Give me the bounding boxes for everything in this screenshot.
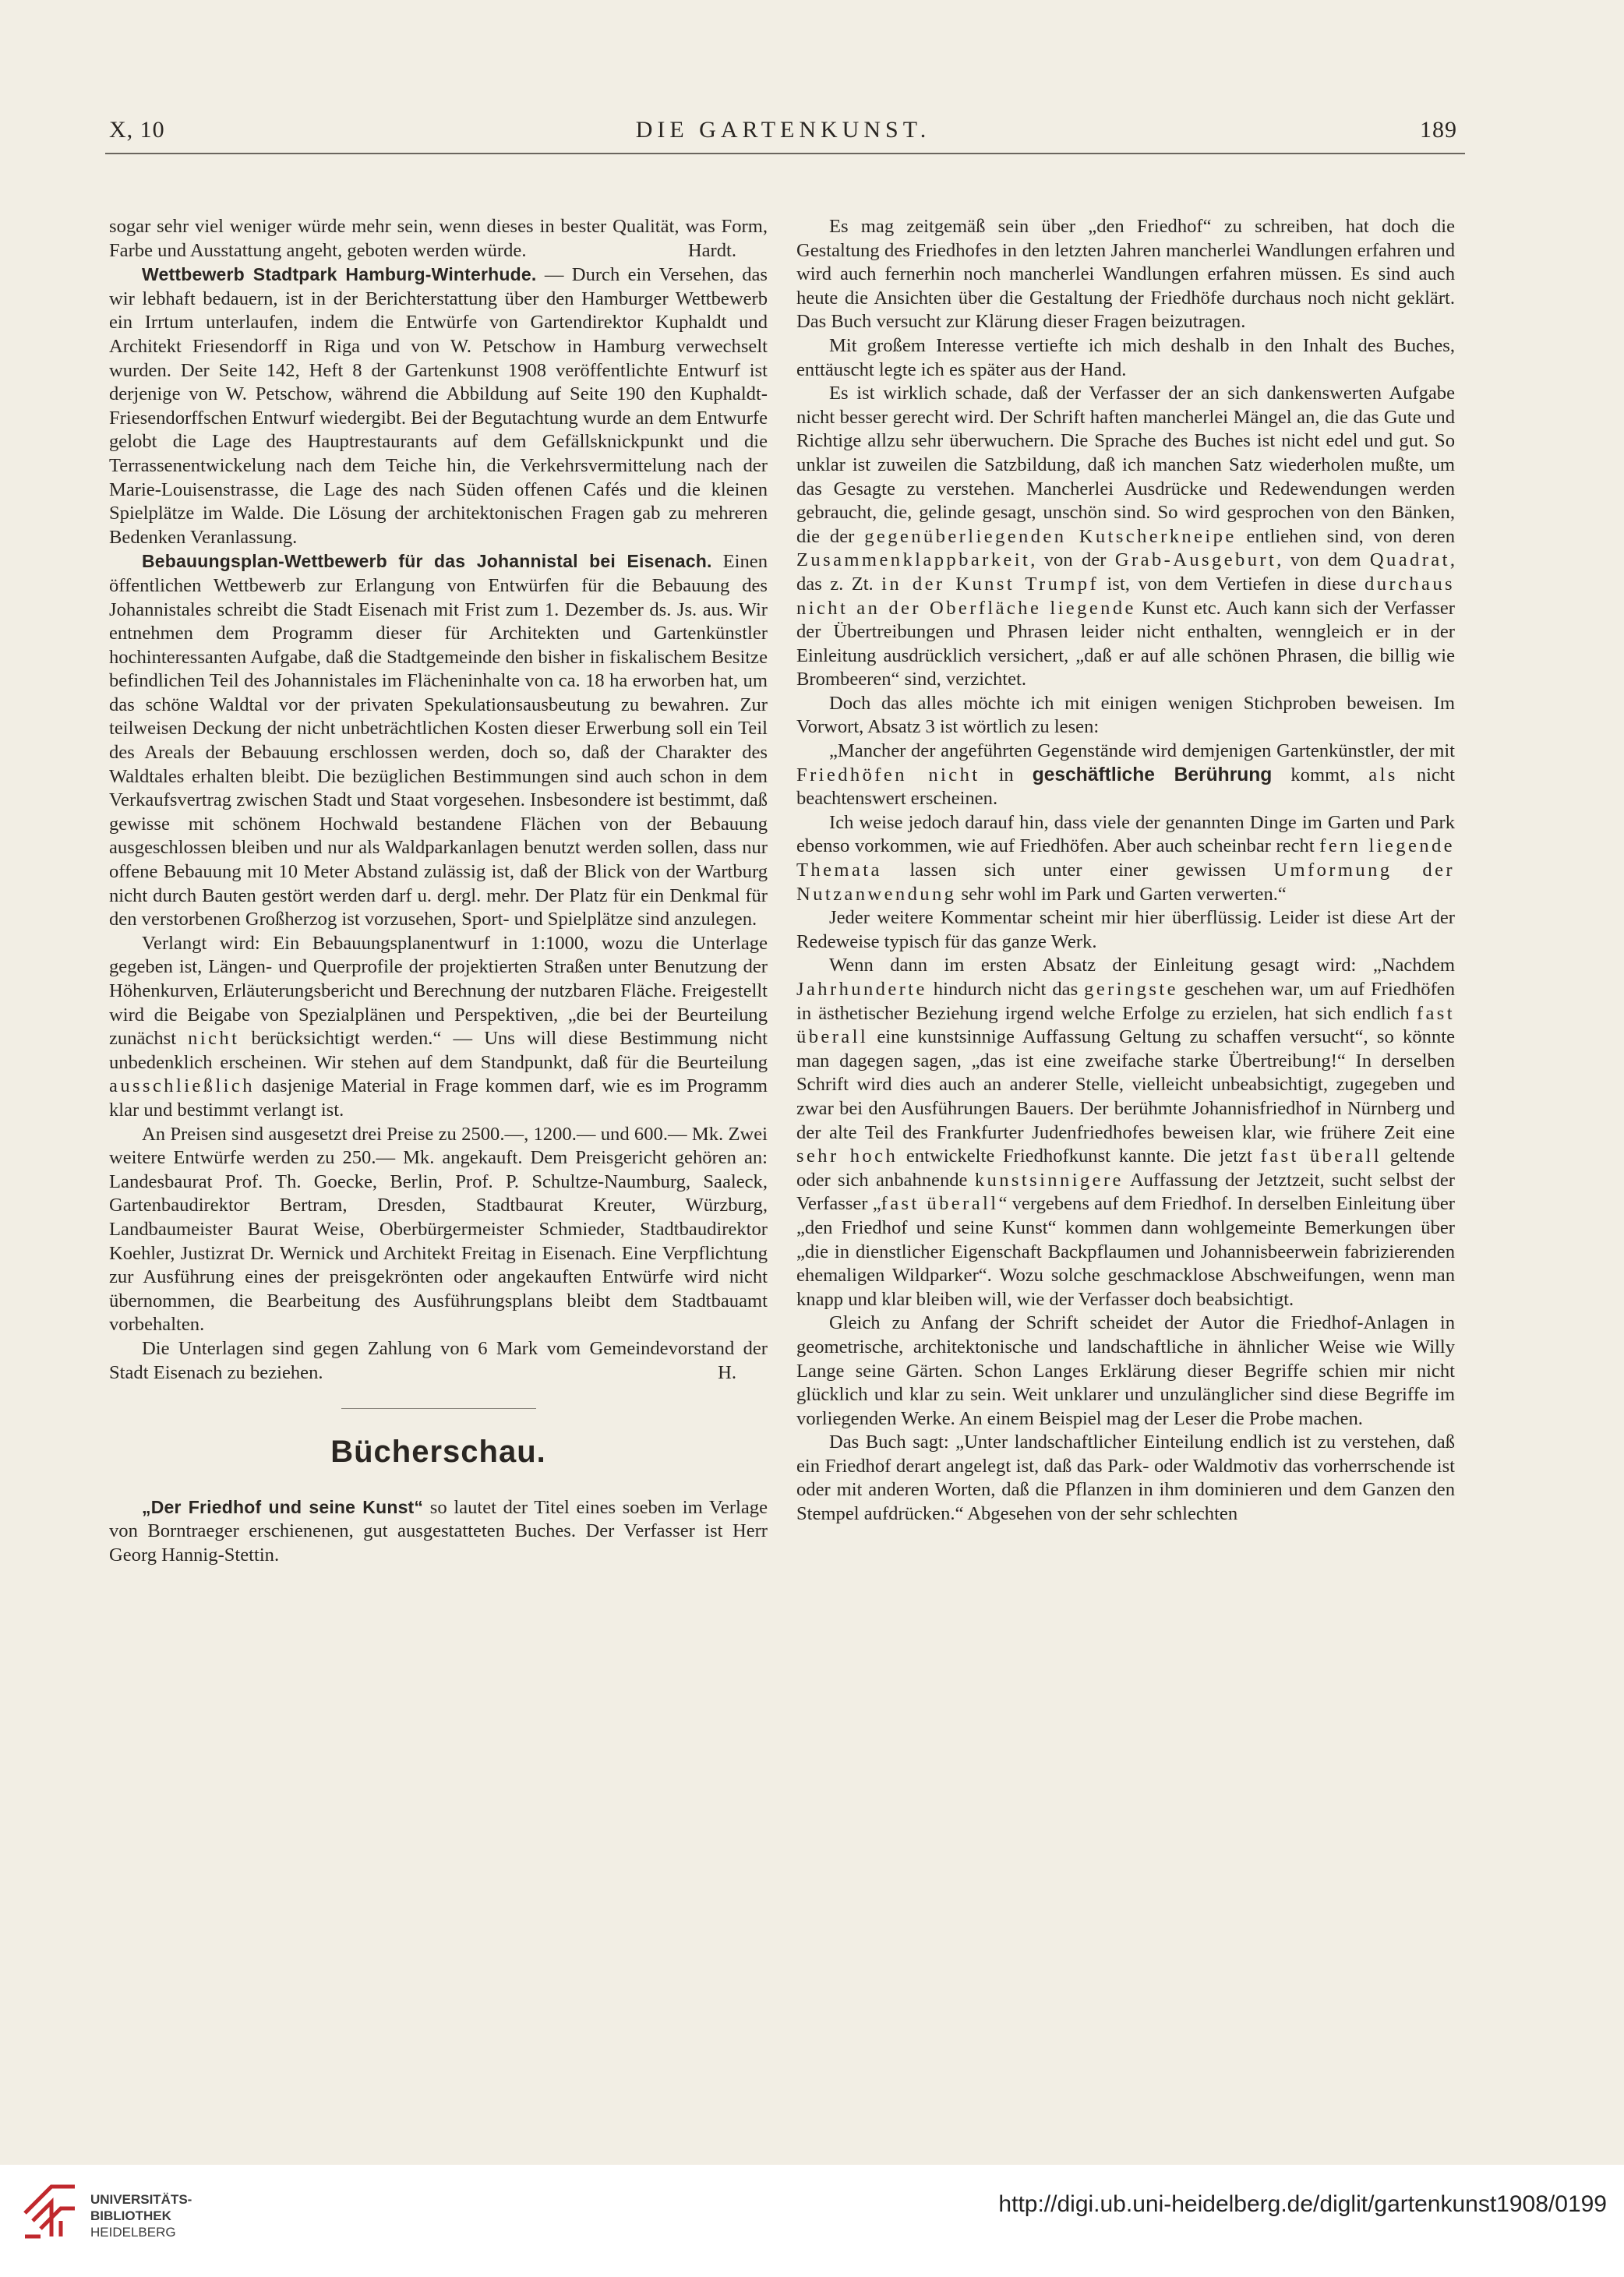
left-column [109, 215, 768, 1567]
footer-bar [0, 2165, 1624, 2277]
paragraph: Jeder weitere Kommentar scheint mir hier überflüssig. Leider ist diese Art der Redeweise typisch für das ganze Werk. [796, 907, 1455, 952]
page-number: 189 [1420, 117, 1457, 143]
paragraph: Die Unterlagen sind gegen Zahlung von 6 Mark vom Gemeindevorstand der Stadt Eisenach zu beziehen. H. [109, 1337, 768, 1385]
section-title: Bücherschau. [330, 1435, 546, 1470]
paragraph: Doch das alles möchte ich mit einigen wenigen Stichproben beweisen. Im Vorwort, Absatz 3 ist wörtlich zu lesen: [796, 692, 1455, 738]
library-name: UNIVERSITÄTS- BIBLIOTHEK HEIDELBERG [90, 2192, 192, 2240]
book-title: „Der Friedhof und seine Kunst“ [142, 1496, 424, 1517]
source-url-link[interactable]: http://digi.ub.uni-heidelberg.de/diglit/gartenkunst1908/0199 [998, 2191, 1607, 2217]
paragraph: Das Buch sagt: „Unter landschaftlicher Einteilung endlich ist zu verstehen, daß ein Friedhof derart angelegt ist, daß das Park- oder Waldmotiv das vorherrschende ist oder mit anderen Worten, daß die Pflanzen in ihm dominieren und dem Ganzen den Stempel aufdrücken.“ Abgesehen von der sehr schlechten [796, 1432, 1455, 1525]
paragraph: Wenn dann im ersten Absatz der Einleitung gesagt wird: „Nachdem Jahrhunderte hindurch nicht das geringste geschehen war, um auf Friedhöfen in ästhetischer Beziehung irgend welche Erfolge zu erzielen, hat sich endlich fast überall eine kunstsinnige Auffassung Geltung zu schaffen versucht“, so könnte man dagegen sagen, „das ist eine zweifache starke Übertreibung!“ In derselben Schrift wird dies auch an anderer Stelle, vielleicht unbeabsichtigt, zugegeben und zwar bei den Ausführungen Bauers. Der berühmte Johannisfriedhof in Nürnberg und der alte Teil des Frankfurter Judenfriedhofes beweisen klar, wie frühere Zeit eine sehr hoch entwickelte Friedhofkunst kannte. Die jetzt fast überall geltende oder sich anbahnende kunstsinnigere Auffassung der Jetztzeit, sucht selbst der Verfasser „fast überall“ vergebens auf dem Friedhof. In derselben Einleitung über „den Friedhof und seine Kunst“ kommen dann wohlgemeinte Bemerkungen über „die in dienstlicher Eigenschaft Backpflaumen und Johannisbeerwein fabrizierenden ehemaligen Wildparker“. Wozu solche geschmacklose Abschweifungen, wenn man knapp und klar bleiben will, wie der Verfasser doch beabsichtigt. [796, 955, 1455, 1310]
paragraph: „Der Friedhof und seine Kunst“ so lautet der Titel eines soeben im Verlage von Borntraeger erschienenen, gut ausgestatteten Buches. Der Verfasser ist Herr Georg Hannig-Stettin. [109, 1496, 768, 1566]
paragraph: sogar sehr viel weniger würde mehr sein, wenn dieses in bester Qualität, was Form, Farbe und Ausstattung angeht, geboten werden würde. Hardt. [109, 215, 768, 263]
article-heading: Bebauungsplan-Wettbewerb für das Johannistal bei Eisenach. [142, 551, 712, 572]
right-column [796, 215, 1455, 1527]
header-rule [105, 153, 1465, 154]
paragraph: Mit großem Interesse vertiefte ich mich deshalb in den Inhalt des Buches, enttäuscht legte ich es später aus der Hand. [796, 334, 1455, 380]
paragraph: Gleich zu Anfang der Schrift scheidet der Autor die Friedhof-Anlagen in geometrische, architektonische und landschaftliche in ähnlicher Weise wie Willy Lange seine Gärten. Schon Langes Erklärung dieser Begriffe schien mir nicht glücklich und klar zu sein. Weit unklarer und unzulänglicher sind diese Begriffe im vorliegenden Werke. An einem Beispiel mag der Leser die Probe machen. [796, 1312, 1455, 1429]
paragraph: Ich weise jedoch darauf hin, dass viele der genannten Dinge im Garten und Park ebenso vorkommen, wie auf Friedhöfen. Aber auch scheinbar recht fern liegende Themata lassen sich unter einer gewissen Umformung der Nutzanwendung sehr wohl im Park und Garten verwerten.“ [796, 811, 1455, 905]
running-head [101, 117, 1465, 156]
journal-title: DIE GARTENKUNST. [635, 117, 931, 143]
signature: Hardt. [687, 239, 736, 261]
paragraph: Bebauungsplan-Wettbewerb für das Johannistal bei Eisenach. Einen öffentlichen Wettbewerb zur Erlangung von Entwürfen für die Bebauung des Johannistales schreibt die Stadt Eisenach mit Frist zum 1. Dezember ds. Js. aus. Wir entnehmen dem Programm dieser für Architekten und Gartenkünstler hochinteressanten Aufgabe, daß die Stadtgemeinde den bisher in fiskalischem Besitze befindlichen Teil des Johannistales im Flächeninhalte von ca. 18 ha erworben hat, um das schöne Waldtal vor der privaten Spekulationsausbeutung zu bewahren. Zur teilweisen Deckung der nicht unbeträchtlichen Kosten dieser Erwerbung soll ein Teil des Areals der Bebauung erschlossen werden, doch so, daß der Charakter des Waldtales erhalten bleibt. Die bezüglichen Bestimmungen sind auch schon in dem Verkaufsvertrag zwischen Stadt und Staat vorgesehen. Insbesondere ist bestimmt, daß gewisse mit schönem Hochwald bestandene Flächen von der Bebauung ausgeschlossen bleiben und nur als Waldparkanlagen benutzt werden sollen, dass nur offene Bebauung mit 10 Meter Abstand zulässig ist, daß der Blick von der Wartburg nicht durch Bauten gestört werden darf u. dergl. mehr. Der Platz für ein Denkmal für den verstorbenen Großherzog ist vorzusehen, Sport- und Spielplätze sind anzulegen. [109, 551, 768, 930]
signature: H. [718, 1361, 736, 1383]
paragraph: Verlangt wird: Ein Bebauungsplanentwurf in 1:1000, wozu die Unterlage gegeben ist, Längen- und Querprofile der projektierten Straßen unter Benutzung der Höhenkurven, Erläuterungsbericht und Berechnung der nutzbaren Fläche. Freigestellt wird die Beigabe von Spezialplänen und Perspektiven, „die bei der Beurteilung zunächst nicht berücksichtigt werden.“ — Uns will diese Bestimmung nicht unbedenklich erscheinen. Wir stehen auf dem Standpunkt, daß für die Beurteilung ausschließlich dasjenige Material in Frage kommen darf, wie es im Programm klar und bestimmt verlangt ist. [109, 932, 768, 1121]
paragraph: Wettbewerb Stadtpark Hamburg-Winterhude. — Durch ein Versehen, das wir lebhaft bedauern, ist in der Berichterstattung über den Hamburger Wettbewerb ein Irrtum unterlaufen, indem die Entwürfe von Gartendirektor Kuphaldt und Architekt Friesendorff in Riga und von W. Petschow in Hamburg verwechselt wurden. Der Seite 142, Heft 8 der Gartenkunst 1908 veröffentlichte Entwurf ist derjenige von W. Petschow, während die Abbildung auf Seite 190 den Kuphaldt-Friesendorffschen Entwurf wiedergibt. Bei der Begutachtung wurde an dem Entwurfe gelobt die Lage des Hauptrestaurants auf dem Gefällsknickpunkt und die Terrassenentwickelung nach dem Teiche hin, die Verkehrsvermittelung nach der Marie-Louisenstrasse, die Lage des nach Süden offenen Cafés und die kleinen Spielplätze im Walde. Die Lösung der architektonischen Fragen gab zu mehreren Bedenken Veranlassung. [109, 264, 768, 548]
paragraph: An Preisen sind ausgesetzt drei Preise zu 2500.—, 1200.— und 600.— Mk. Zwei weitere Entwürfe werden zu 250.— Mk. angekauft. Dem Preisgericht gehören an: Landesbaurat Prof. Th. Goecke, Berlin, Prof. P. Schultze-Naumburg, Saaleck, Gartenbaudirektor Bertram, Dresden, Stadtbaurat Kreuter, Würzburg, Landbaumeister Baurat Weise, Oberbürgermeister Schmieder, Stadtbaudirektor Koehler, Justizrat Dr. Wernick und Architekt Freitag in Eisenach. Eine Verpflichtung zur Ausführung eines der preisgekrönten oder angekauften Entwürfe wird nicht übernommen, die Bearbeitung des Ausführungsplans bleibt dem Stadtbauamt vorbehalten. [109, 1123, 768, 1336]
article-heading: Wettbewerb Stadtpark Hamburg-Winterhude. [142, 264, 537, 285]
section-divider [341, 1408, 536, 1409]
quotation: „Mancher der angeführten Gegenstände wird demjenigen Gartenkünstler, der mit Friedhöfen nicht in geschäftliche Berührung kommt, als nicht beachtenswert erscheinen. [796, 740, 1455, 810]
paragraph: Es mag zeitgemäß sein über „den Friedhof“ zu schreiben, hat doch die Gestaltung des Friedhofes in den letzten Jahren mancherlei Wandlungen erfahren und wird auch fernerhin noch mancherlei Wandlungen erfahren müssen. Es sind auch heute die Ansichten über die Gestaltung der Friedhöfe durchaus noch nicht geklärt. Das Buch versucht zur Klärung dieser Fragen beizutragen. [796, 216, 1455, 333]
university-library-logo-icon [20, 2182, 79, 2241]
paragraph: Es ist wirklich schade, daß der Verfasser der an sich dankenswerten Aufgabe nicht besser gerecht wird. Der Schrift haften mancherlei Mängel an, die das Gute und Richtige allzu sehr überwuchern. Die Sprache des Buches ist nicht edel und gut. So unklar ist zuweilen die Satzbildung, daß ich manchen Satz wiederholen mußte, um das Gesagte zu verstehen. Mancherlei Ausdrücke und Redewendungen werden gebraucht, die, gelinde gesagt, unschön sind. So wird gesprochen von den Bänken, die der gegenüberliegenden Kutscherkneipe entliehen sind, von deren Zusammenklappbarkeit, von der Grab-Ausgeburt, von dem Quadrat, das z. Zt. in der Kunst Trumpf ist, von dem Vertiefen in diese durchaus nicht an der Oberfläche liegende Kunst etc. Auch kann sich der Verfasser der Übertreibungen und Phrasen leider nicht enthalten, wenngleich er in der Einleitung ausdrücklich versichert, „daß er auf alle schönen Phrasen, die billig wie Brombeeren“ sind, verzichtet. [796, 383, 1456, 690]
volume-issue: X, 10 [109, 117, 165, 143]
